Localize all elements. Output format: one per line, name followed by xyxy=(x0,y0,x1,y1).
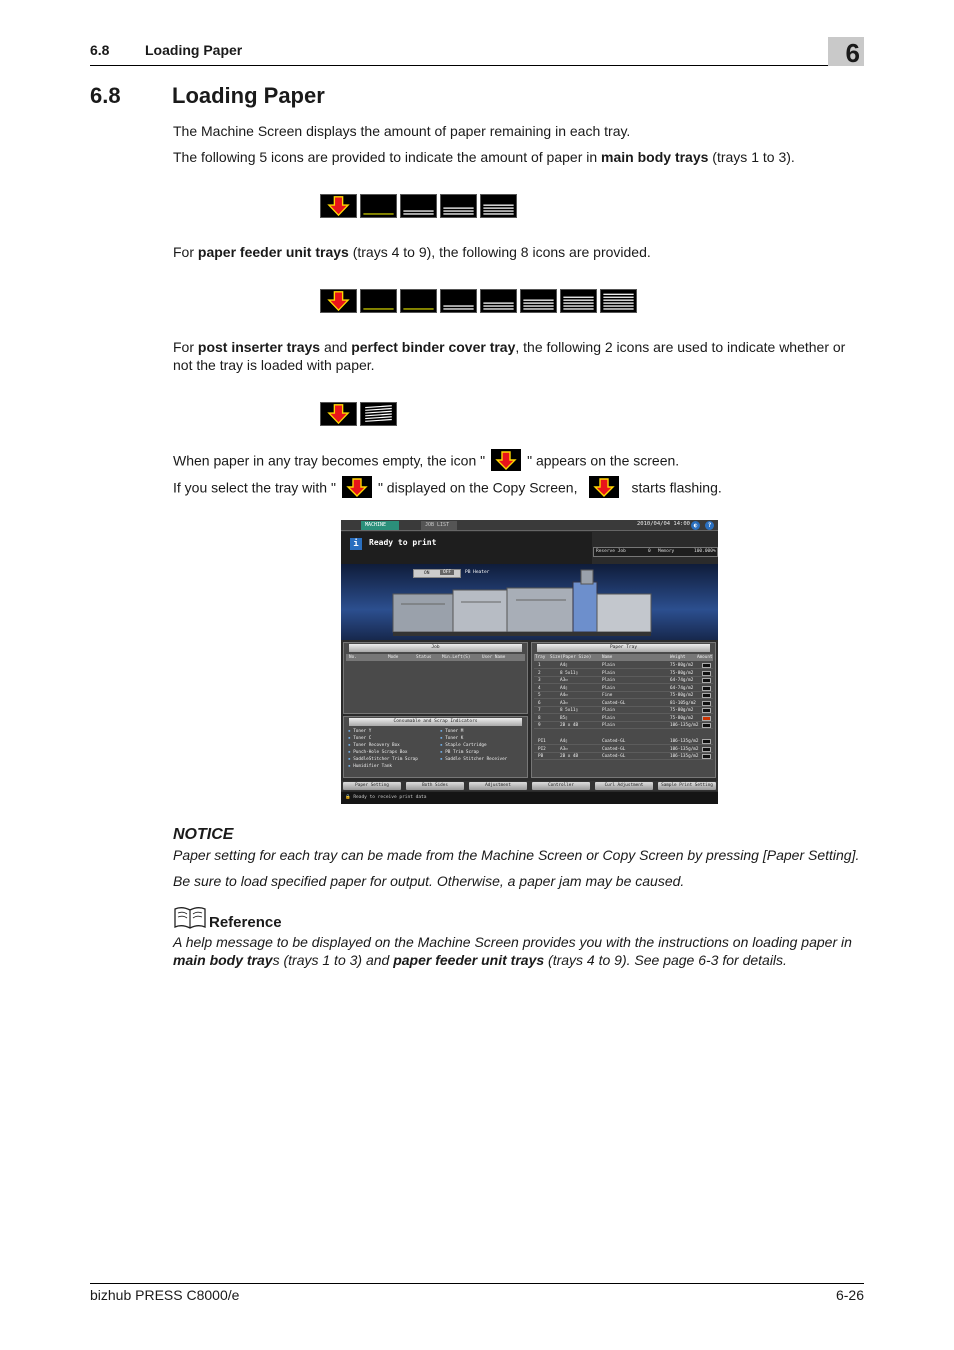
consumable-label: Punch-Hole Scraps Box xyxy=(353,750,408,755)
consumable-icon: ▪ xyxy=(440,729,446,734)
paragraph-4 xyxy=(173,338,863,374)
tab-job-list[interactable]: JOB LIST xyxy=(421,521,457,530)
consumable-label: Toner C xyxy=(353,736,372,741)
tray-cell-tray: 8 xyxy=(538,715,541,721)
empty-tray-icon xyxy=(491,449,521,471)
tray-cell-tray: 1 xyxy=(538,663,541,668)
tray-row[interactable] xyxy=(534,670,713,677)
tray-cell-weight: 75-80g/m2 xyxy=(670,670,694,676)
footer-page-number: 6-26 xyxy=(835,1287,864,1303)
status-bar-text: Ready to receive print data xyxy=(353,795,427,800)
tray-row[interactable] xyxy=(534,685,713,692)
notice-title: NOTICE xyxy=(173,826,234,843)
chapter-number-box: 6 xyxy=(828,37,864,66)
tray-cell-tray: 3 xyxy=(538,678,541,683)
consumable-label: Toner K xyxy=(445,736,464,741)
tray-cell-tray: 7 xyxy=(538,708,541,713)
col-size: Size(Paper Size) xyxy=(550,655,592,660)
text: s (trays 1 to 3) and xyxy=(272,952,394,968)
machine-drawing xyxy=(341,564,718,640)
feeder-unit-icons xyxy=(320,289,637,313)
reserve-job-box xyxy=(593,547,718,557)
paper-level-icon xyxy=(702,701,711,706)
screen-button-both-sides[interactable]: Both Sides xyxy=(406,782,464,790)
header-rule xyxy=(90,65,864,66)
consumable-icon: ▪ xyxy=(348,736,354,741)
footer-rule xyxy=(90,1283,864,1284)
tray-cell-size: B5▯ xyxy=(560,715,568,721)
text: The following 5 icons are provided to indicate the amount of paper in xyxy=(173,149,602,165)
consumable-icon: ▪ xyxy=(348,729,354,734)
notice-line-2: Be sure to load specified paper for output. Otherwise, a paper jam may be caused. xyxy=(173,873,685,889)
paper-level-icon xyxy=(480,289,517,313)
col-amount: Amount xyxy=(697,655,713,660)
consumable-item xyxy=(440,742,487,749)
tab-bar xyxy=(341,520,718,531)
consumables-title: Consumable and Scrap Indicators xyxy=(349,718,522,726)
tray-cell-weight: 106-135g/m2 xyxy=(670,723,699,728)
paper-level-icon xyxy=(702,739,711,744)
bold-text: paper feeder unit trays xyxy=(197,244,349,260)
paper-level-icon xyxy=(702,693,711,698)
paper-level-icon xyxy=(400,194,437,218)
tray-cell-size: 8 5x11▯ xyxy=(560,670,579,676)
tray-cell-name: Coated-GL xyxy=(602,746,626,752)
paper-level-icon xyxy=(440,289,477,313)
tray-cell-tray: 5 xyxy=(538,693,541,698)
tray-row[interactable] xyxy=(534,677,713,684)
paper-level-icon xyxy=(440,194,477,218)
tray-cell-weight: 106-135g/m2 xyxy=(670,754,699,759)
tray-cell-name: Coated-GL xyxy=(602,700,626,706)
consumable-icon: ▪ xyxy=(440,750,446,755)
text: and xyxy=(320,339,352,355)
text: If you select the tray with " xyxy=(173,479,336,496)
tray-row[interactable] xyxy=(534,722,713,729)
consumable-icon: ▪ xyxy=(440,757,446,762)
bold-text: paper feeder unit trays xyxy=(393,952,545,968)
tray-cell-size: 8 5x11▯ xyxy=(560,708,579,713)
consumable-item xyxy=(348,763,392,770)
consumable-item xyxy=(348,728,371,735)
reference-title: Reference xyxy=(209,914,282,931)
header-section-title: Loading Paper xyxy=(145,42,243,58)
consumable-label: Humidifier Tank xyxy=(353,764,392,769)
text: When paper in any tray becomes empty, the icon " xyxy=(173,452,486,469)
machine-screen-screenshot xyxy=(341,520,718,804)
tray-cell-name: Plain xyxy=(602,723,615,728)
consumable-item xyxy=(348,735,371,742)
tray-row[interactable] xyxy=(534,692,713,699)
paper-level-icon xyxy=(360,194,397,218)
tray-cell-tray: 6 xyxy=(538,700,541,706)
tray-row[interactable] xyxy=(534,662,713,669)
consumable-icon: ▪ xyxy=(348,764,354,769)
job-panel-title: Job xyxy=(349,644,522,652)
bold-text: perfect binder cover tray xyxy=(351,339,516,355)
bold-text: main body trays xyxy=(601,149,709,165)
paper-level-icon xyxy=(360,289,397,313)
reference-text xyxy=(173,933,865,969)
text: (trays 4 to 9). See page 6-3 for details. xyxy=(544,952,787,968)
tray-cell-name: Coated-GL xyxy=(602,739,626,744)
running-header xyxy=(90,42,242,58)
consumable-item xyxy=(440,749,479,756)
consumable-icon: ▪ xyxy=(440,736,446,741)
paper-level-icon xyxy=(560,289,597,313)
tray-cell-size: A3▭ xyxy=(560,678,568,683)
memory-value: 100.000% xyxy=(694,549,716,554)
text: starts flashing. xyxy=(631,479,722,496)
empty-tray-icon xyxy=(342,476,372,498)
notice-line-1: Paper setting for each tray can be made from the Machine Screen or Copy Screen by pressing [Paper Setting]. xyxy=(173,847,860,863)
off-label: OFF xyxy=(440,570,454,575)
text: (trays 1 to 3). xyxy=(708,149,795,165)
paragraph-6 xyxy=(173,478,863,500)
job-panel xyxy=(343,642,528,714)
text: For xyxy=(173,339,198,355)
paper-level-icon xyxy=(480,194,517,218)
tray-cell-weight: 75-80g/m2 xyxy=(670,708,694,713)
tray-row[interactable] xyxy=(534,715,713,722)
col-status: Status xyxy=(416,655,432,660)
info-icon: i xyxy=(350,538,362,550)
paper-level-icon xyxy=(702,686,711,691)
status-message: Ready to print xyxy=(369,538,437,547)
col-no: No. xyxy=(349,655,357,660)
tray-cell-tray: PI2 xyxy=(538,746,546,752)
tray-cell-name: Plain xyxy=(602,708,615,713)
tray-cell-weight: 64-74g/m2 xyxy=(670,678,694,683)
consumable-icon: ▪ xyxy=(348,743,354,748)
paper-level-icon xyxy=(600,289,637,313)
consumable-label: Toner M xyxy=(445,729,464,734)
tray-cell-weight: 75-80g/m2 xyxy=(670,693,694,698)
main-body-icons xyxy=(320,194,517,218)
tray-cell-weight: 106-135g/m2 xyxy=(670,746,699,752)
tray-cell-weight: 106-135g/m2 xyxy=(670,739,699,744)
heading-title: Loading Paper xyxy=(172,83,325,108)
tray-cell-name: Fine xyxy=(602,693,613,698)
inserter-icons xyxy=(320,402,397,426)
tray-row[interactable] xyxy=(534,738,713,745)
paper-level-icon xyxy=(702,708,711,713)
text: , the following 2 icons are used to indicate whether or not the tray is loaded with paper. xyxy=(173,339,846,373)
consumables-panel xyxy=(343,716,528,778)
paper-level-icon xyxy=(702,747,711,752)
footer-product: bizhub PRESS C8000/e xyxy=(90,1287,240,1303)
heading-number: 6.8 xyxy=(90,83,121,108)
consumable-label: Staple Cartridge xyxy=(445,743,487,748)
paper-level-icon xyxy=(702,723,711,728)
tray-row[interactable] xyxy=(534,707,713,714)
section-heading xyxy=(90,83,325,109)
tray-column-header xyxy=(534,654,713,661)
paper-empty-icon xyxy=(320,194,357,218)
tray-cell-size: A3▭ xyxy=(560,746,568,752)
screen-button-paper-setting[interactable]: Paper Setting xyxy=(343,782,401,790)
consumable-icon: ▪ xyxy=(348,757,354,762)
button-bar xyxy=(341,781,718,791)
tab-machine[interactable]: MACHINE xyxy=(361,521,399,530)
bold-text: main body tray xyxy=(173,952,273,968)
text: " appears on the screen. xyxy=(527,452,680,469)
paragraph-5 xyxy=(173,451,863,473)
on-label: ON xyxy=(424,571,430,576)
tray-cell-tray: 9 xyxy=(538,723,541,728)
tray-cell-name: Plain xyxy=(602,715,615,721)
screen-button-sample-print-setting[interactable]: Sample Print Setting xyxy=(658,782,716,790)
tray-cell-weight: 64-74g/m2 xyxy=(670,685,694,691)
text: A help message to be displayed on the Machine Screen provides you with the instructions on loading paper in xyxy=(173,934,852,950)
col-min-left: Min.Left(S) xyxy=(442,655,471,660)
tray-cell-size: A4▯ xyxy=(560,685,568,691)
tray-cell-tray: PB xyxy=(538,754,544,759)
tray-cell-size: 2B x 4B xyxy=(560,723,579,728)
paper-level-icon xyxy=(520,289,557,313)
tray-cell-name: Plain xyxy=(602,685,615,691)
pb-heater-label: PB Heater xyxy=(465,570,490,575)
screen-button-curl-adjustment[interactable]: Curl Adjustment xyxy=(595,782,653,790)
col-tray: Tray xyxy=(535,655,546,660)
header-section-number: 6.8 xyxy=(90,42,110,58)
paper-empty-icon xyxy=(320,289,357,313)
consumable-label: SaddleStitcher Trim Scrap xyxy=(353,757,418,762)
memory-label: Memory xyxy=(658,549,675,554)
paper-level-icon xyxy=(702,663,711,668)
status-bar xyxy=(341,792,718,804)
tray-cell-size: 2B x 4B xyxy=(560,754,579,759)
tray-cell-name: Coated-GL xyxy=(602,754,626,759)
consumable-icon: ▪ xyxy=(348,750,354,755)
message-panel xyxy=(341,532,592,564)
col-weight: Weight xyxy=(670,655,686,660)
paragraph-1: The Machine Screen displays the amount of paper remaining in each tray. xyxy=(173,123,631,139)
tray-row[interactable] xyxy=(534,700,713,707)
tray-cell-size: A4▯ xyxy=(560,663,568,668)
empty-tray-icon xyxy=(589,476,619,498)
consumable-label: PB Trim Scrap xyxy=(445,750,479,755)
text: " displayed on the Copy Screen, xyxy=(377,479,578,496)
paper-level-icon xyxy=(360,402,397,426)
consumable-item xyxy=(348,749,408,756)
screen-icon[interactable]: ◐ xyxy=(691,521,700,530)
paper-level-icon xyxy=(702,678,711,683)
machine-illustration xyxy=(341,564,718,640)
book-icon xyxy=(173,905,207,931)
date-time: 2010/04/04 14:00 xyxy=(637,521,690,527)
paper-tray-panel xyxy=(531,642,716,778)
col-user-name: User Name xyxy=(482,655,506,660)
tray-row[interactable] xyxy=(534,753,713,760)
lock-icon: 🔒 xyxy=(345,795,351,800)
tray-row[interactable] xyxy=(534,746,713,753)
bold-text: post inserter trays xyxy=(197,339,321,355)
tray-cell-weight: 81-105g/m2 xyxy=(670,700,696,706)
reference-heading xyxy=(173,905,282,931)
paragraph-2 xyxy=(173,148,863,166)
paper-level-icon xyxy=(400,289,437,313)
reserve-job-value: 0 xyxy=(648,549,651,554)
tray-cell-name: Plain xyxy=(602,670,615,676)
paper-tray-title: Paper Tray xyxy=(537,644,710,652)
tray-cell-size: A4▯ xyxy=(560,739,568,744)
job-column-header xyxy=(346,654,525,661)
tray-cell-name: Plain xyxy=(602,663,615,668)
tray-cell-weight: 75-80g/m2 xyxy=(670,663,694,668)
consumable-label: Toner Recovery Box xyxy=(353,743,400,748)
consumable-item xyxy=(348,742,400,749)
consumable-label: Saddle Stitcher Receiver xyxy=(445,757,508,762)
tray-cell-size: A4▭ xyxy=(560,693,568,698)
tray-cell-size: A3▭ xyxy=(560,700,568,706)
tray-cell-weight: 75-80g/m2 xyxy=(670,715,694,721)
tray-cell-tray: 2 xyxy=(538,670,541,676)
screen-button-controller[interactable]: Controller xyxy=(532,782,590,790)
paragraph-3 xyxy=(173,243,863,261)
reserve-job-label: Reserve Job xyxy=(596,549,626,554)
consumable-icon: ▪ xyxy=(440,743,446,748)
consumable-label: Toner Y xyxy=(353,729,372,734)
tray-cell-tray: 4 xyxy=(538,685,541,691)
col-mode: Mode xyxy=(388,655,399,660)
paper-empty-icon xyxy=(702,716,711,721)
consumable-item xyxy=(440,756,507,763)
text: For xyxy=(173,244,198,260)
tray-cell-name: Plain xyxy=(602,678,615,683)
consumable-item xyxy=(348,756,418,763)
consumable-item xyxy=(440,728,463,735)
paper-level-icon xyxy=(702,671,711,676)
tray-cell-tray: PI1 xyxy=(538,739,546,744)
consumable-item xyxy=(440,735,463,742)
paper-level-icon xyxy=(702,754,711,759)
help-icon[interactable]: ? xyxy=(705,521,714,530)
paper-empty-icon xyxy=(320,402,357,426)
text: (trays 4 to 9), the following 8 icons are provided. xyxy=(348,244,651,260)
screen-button-adjustment[interactable]: Adjustment xyxy=(469,782,527,790)
col-name: Name xyxy=(602,655,613,660)
